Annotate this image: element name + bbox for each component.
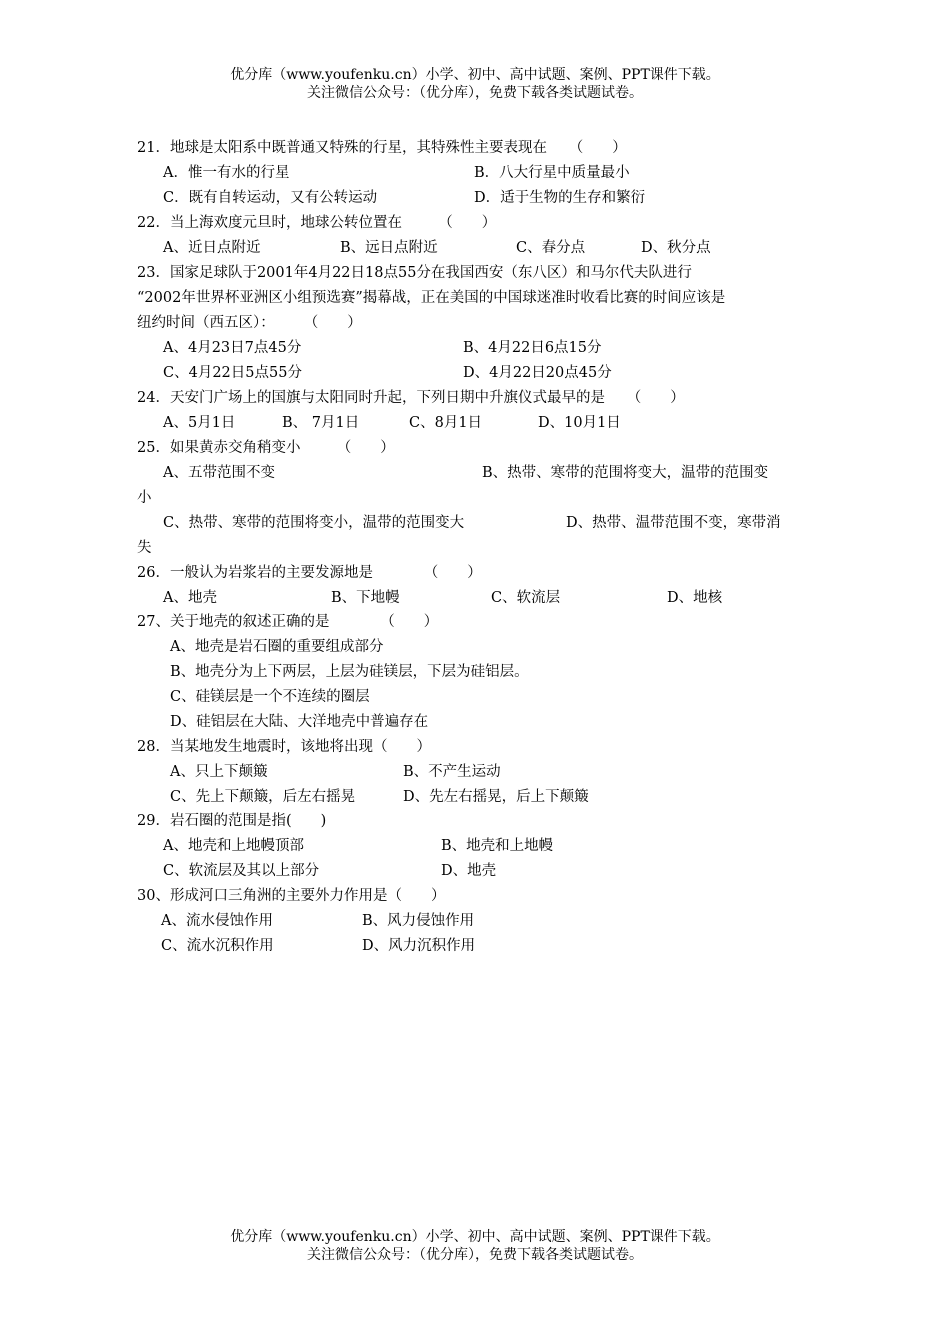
q28-option-c: C、先上下颠簸，后左右摇晃 xyxy=(170,789,356,805)
q30-option-b: B、风力侵蚀作用 xyxy=(362,913,475,929)
q25-option-d-continued: 失 xyxy=(137,540,152,556)
q23-stem-line-1: 23．国家足球队于2001年4月22日18点55分在我国西安（东八区）和马尔代夫队进行 xyxy=(137,265,692,281)
page-header xyxy=(0,66,950,102)
q26-stem: 26．一般认为岩浆岩的主要发源地是 （ ） xyxy=(137,565,482,581)
q24-option-b: B、 7月1日 xyxy=(282,415,360,431)
q25-option-b: B、热带、寒带的范围将变大，温带的范围变 xyxy=(482,465,769,481)
page-footer xyxy=(0,1228,950,1264)
q29-option-c: C、软流层及其以上部分 xyxy=(163,863,320,879)
q25-option-b-continued: 小 xyxy=(137,490,152,506)
q21-stem: 21．地球是太阳系中既普通又特殊的行星，其特殊性主要表现在 （ ） xyxy=(137,140,627,156)
q21-option-b: B．八大行星中质量最小 xyxy=(474,165,630,181)
q26-option-b: B、下地幔 xyxy=(331,590,400,606)
q27-option-d: D、硅铝层在大陆、大洋地壳中普遍存在 xyxy=(170,714,429,730)
q22-option-a: A、近日点附近 xyxy=(163,240,261,256)
q24-option-a: A、5月1日 xyxy=(163,415,236,431)
header-line-1: 优分库（www.youfenku.cn）小学、初中、高中试题、案例、PPT课件下载。 xyxy=(230,67,720,83)
footer-line-2: 关注微信公众号：（优分库），免费下载各类试题试卷。 xyxy=(307,1247,643,1263)
q29-stem: 29．岩石圈的范围是指( ) xyxy=(137,813,327,829)
q23-stem-line-2: “2002年世界杯亚洲区小组预选赛”揭幕战，正在美国的中国球迷准时收看比赛的时间应该是 xyxy=(137,290,726,306)
q29-option-d: D、地壳 xyxy=(441,863,497,879)
q27-option-c: C、硅镁层是一个不连续的圈层 xyxy=(170,689,370,705)
q22-stem: 22．当上海欢度元旦时，地球公转位置在 （ ） xyxy=(137,215,497,231)
header-line-2: 关注微信公众号：（优分库），免费下载各类试题试卷。 xyxy=(307,85,643,101)
q21-option-d: D．适于生物的生存和繁衍 xyxy=(474,190,646,206)
q30-option-d: D、风力沉积作用 xyxy=(362,938,476,954)
q22-option-d: D、秋分点 xyxy=(641,240,711,256)
q27-stem: 27、关于地壳的叙述正确的是 （ ） xyxy=(137,614,439,630)
q23-option-c: C、4月22日5点55分 xyxy=(163,365,302,381)
q25-option-d: D、热带、温带范围不变，寒带消 xyxy=(566,515,781,531)
q23-option-a: A、4月23日7点45分 xyxy=(163,340,302,356)
q24-stem: 24．天安门广场上的国旗与太阳同时升起，下列日期中升旗仪式最早的是 （ ） xyxy=(137,390,685,406)
q29-option-b: B、地壳和上地幔 xyxy=(441,838,554,854)
q22-option-c: C、春分点 xyxy=(516,240,586,256)
q24-option-d: D、10月1日 xyxy=(538,415,621,431)
q22-option-b: B、远日点附近 xyxy=(340,240,438,256)
q27-option-b: B、地壳分为上下两层，上层为硅镁层，下层为硅铝层。 xyxy=(170,664,529,680)
q21-option-a: A．惟一有水的行星 xyxy=(163,165,290,181)
q24-option-c: C、8月1日 xyxy=(409,415,483,431)
q28-option-b: B、不产生运动 xyxy=(403,764,501,780)
q25-option-a: A、五带范围不变 xyxy=(163,465,275,481)
q26-option-d: D、地核 xyxy=(667,590,723,606)
q23-option-d: D、4月22日20点45分 xyxy=(463,365,612,381)
q30-option-c: C、流水沉积作用 xyxy=(161,938,274,954)
q30-option-a: A、流水侵蚀作用 xyxy=(161,913,273,929)
q26-option-c: C、软流层 xyxy=(491,590,561,606)
q26-option-a: A、地壳 xyxy=(163,590,217,606)
q27-option-a: A、地壳是岩石圈的重要组成部分 xyxy=(170,639,384,655)
q25-option-c: C、热带、寒带的范围将变小，温带的范围变大 xyxy=(163,515,465,531)
q28-option-a: A、只上下颠簸 xyxy=(170,764,268,780)
q29-option-a: A、地壳和上地幔顶部 xyxy=(163,838,304,854)
q25-stem: 25．如果黄赤交角稍变小 （ ） xyxy=(137,440,395,456)
q28-stem: 28．当某地发生地震时，该地将出现（ ） xyxy=(137,739,431,755)
q23-stem-line-3: 纽约时间（西五区）： （ ） xyxy=(137,315,362,331)
q30-stem: 30、形成河口三角洲的主要外力作用是（ ） xyxy=(137,888,446,904)
footer-line-1: 优分库（www.youfenku.cn）小学、初中、高中试题、案例、PPT课件下载。 xyxy=(230,1229,720,1245)
q23-option-b: B、4月22日6点15分 xyxy=(463,340,602,356)
q28-option-d: D、先左右摇晃，后上下颠簸 xyxy=(403,789,589,805)
q21-option-c: C．既有自转运动，又有公转运动 xyxy=(163,190,378,206)
